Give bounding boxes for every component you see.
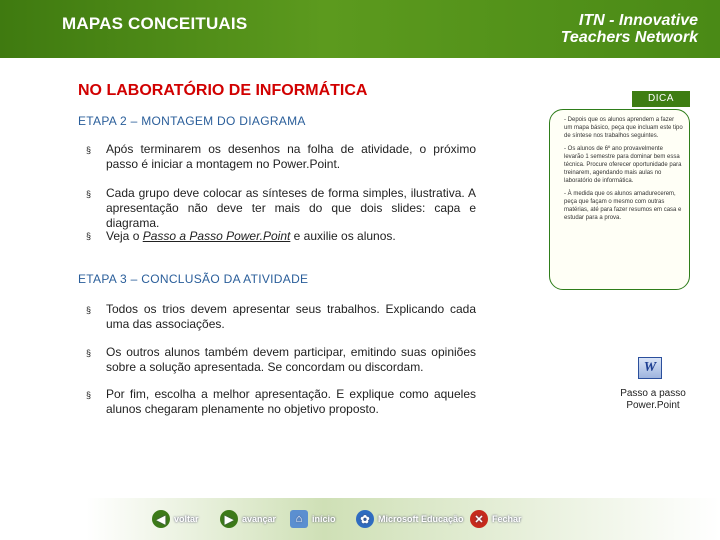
word-document-icon[interactable]: W bbox=[638, 357, 662, 379]
tip-item-2: - Os alunos de 6º ano provavelmente levarão 1 semestre para dominar bem essa técnica. Procure oferecer oportunidade para treinarem, agendando mais aulas no laboratório de informática. bbox=[564, 146, 682, 184]
nav-microsoft-educacao-label: Microsoft Educação bbox=[378, 514, 464, 524]
brand-logo bbox=[508, 12, 698, 46]
nav-voltar-label: voltar bbox=[174, 514, 199, 524]
nav-fechar-label: Fechar bbox=[492, 514, 522, 524]
tip-label: DICA bbox=[632, 91, 690, 107]
tip-box bbox=[549, 109, 690, 290]
step3-item-3: Por fim, escolha a melhor apresentação. E explique como aqueles alunos chegaram plenamente no objetivo proposto. bbox=[106, 387, 476, 416]
bullet-icon: § bbox=[86, 348, 92, 358]
step2-item-3 bbox=[106, 229, 476, 244]
step2-title: ETAPA 2 – MONTAGEM DO DIAGRAMA bbox=[78, 114, 306, 128]
step3-item-2: Os outros alunos também devem participar, emitindo suas opiniões sobre a solução apresentada. Se concordam ou discordam. bbox=[106, 345, 476, 374]
nav-microsoft-educacao-button[interactable] bbox=[356, 510, 464, 528]
brand-line-1: ITN - Innovative bbox=[578, 12, 698, 29]
header-bar bbox=[0, 0, 720, 58]
brand-line-2: Teachers Network bbox=[560, 29, 698, 46]
tip-item-3: - À medida que os alunos amadurecerem, peça que façam o mesmo com outras matérias, até para fazer resumos em casa e estudar para a prova. bbox=[564, 191, 682, 221]
bullet-icon: § bbox=[86, 231, 92, 241]
nav-voltar-button[interactable] bbox=[152, 510, 199, 528]
bullet-icon: § bbox=[86, 189, 92, 199]
arrow-right-icon: ▶ bbox=[220, 510, 238, 528]
step3-title: ETAPA 3 – CONCLUSÃO DA ATIVIDADE bbox=[78, 272, 309, 286]
step2-item-2: Cada grupo deve colocar as sínteses de forma simples, ilustrativa. A apresentação não deve ter mais do que dois slides: capa e diagrama. bbox=[106, 186, 476, 230]
tip-item-1: - Depois que os alunos aprendem a fazer um mapa básico, peça que incluam este tipo de síntese nos trabalhos seguintes. bbox=[564, 117, 683, 139]
page-header-title: MAPAS CONCEITUAIS bbox=[62, 14, 248, 33]
arrow-left-icon: ◀ bbox=[152, 510, 170, 528]
bullet-icon: § bbox=[86, 145, 92, 155]
microsoft-education-icon: ✿ bbox=[356, 510, 374, 528]
nav-avancar-label: avançar bbox=[242, 514, 277, 524]
bullet-icon: § bbox=[86, 390, 92, 400]
nav-inicio-label: início bbox=[312, 514, 336, 524]
home-icon: ⌂ bbox=[290, 510, 308, 528]
nav-fechar-button[interactable] bbox=[470, 510, 522, 528]
step2-item-1: Após terminarem os desenhos na folha de atividade, o próximo passo é iniciar a montagem no Power.Point. bbox=[106, 142, 476, 171]
step3-item-1: Todos os trios devem apresentar seus trabalhos. Explicando cada uma das associações. bbox=[106, 302, 476, 331]
nav-avancar-button[interactable] bbox=[220, 510, 276, 528]
close-icon: ✕ bbox=[470, 510, 488, 528]
word-link-caption[interactable]: Passo a passo Power.Point bbox=[620, 388, 686, 411]
bullet-icon: § bbox=[86, 305, 92, 315]
step2-item-3-prefix: Veja o bbox=[106, 229, 143, 243]
nav-inicio-button[interactable] bbox=[290, 510, 336, 528]
step2-item-3-suffix: e auxilie os alunos. bbox=[290, 229, 396, 243]
page-subtitle: NO LABORATÓRIO DE INFORMÁTICA bbox=[78, 82, 368, 99]
passo-a-passo-link[interactable]: Passo a Passo Power.Point bbox=[142, 229, 291, 243]
